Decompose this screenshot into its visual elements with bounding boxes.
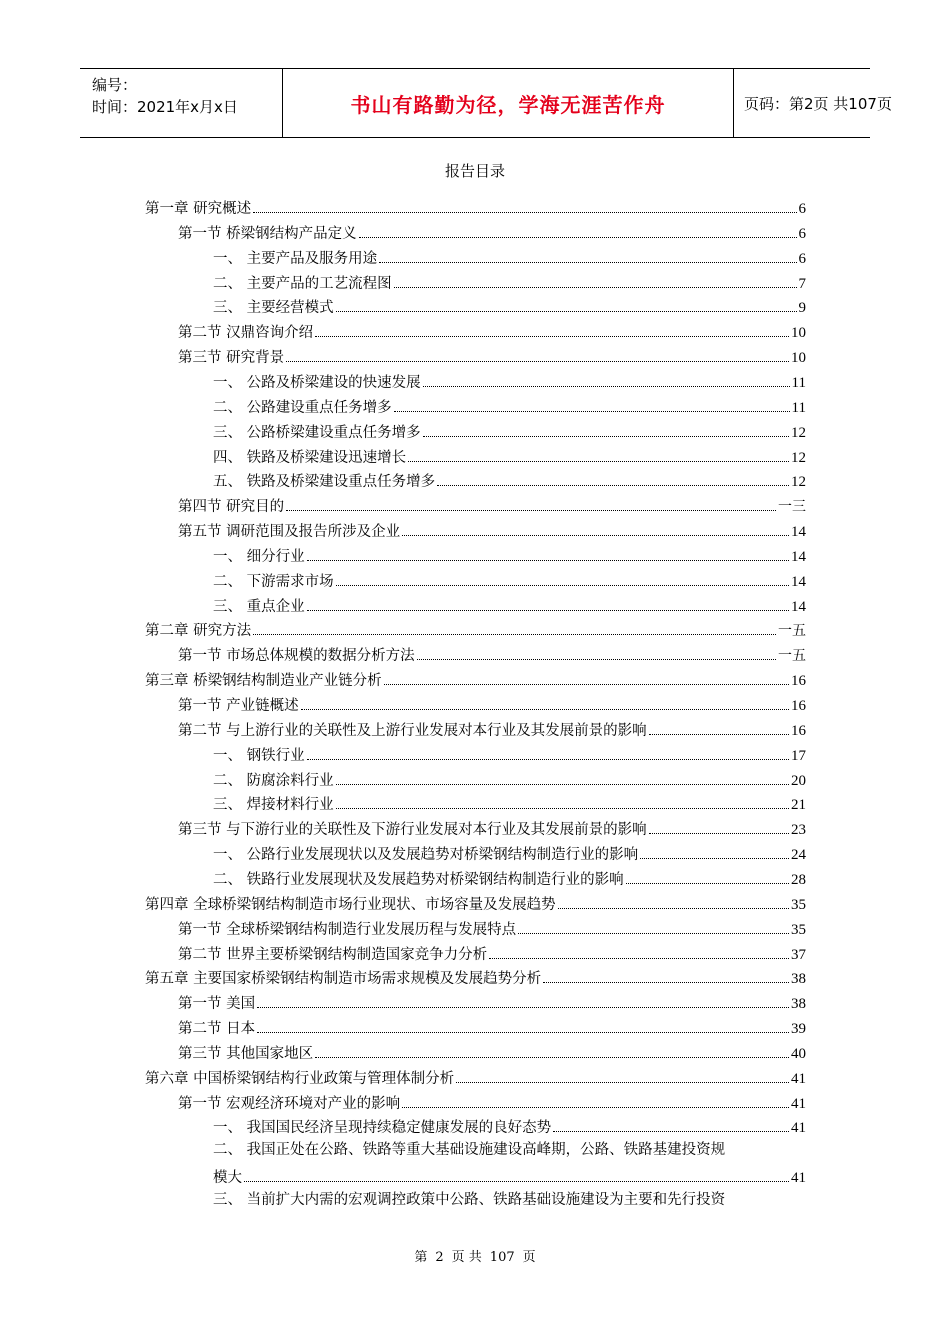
toc-entry-page: 24 — [791, 847, 806, 863]
toc-entry[interactable] — [213, 592, 806, 616]
toc-entry[interactable] — [213, 269, 806, 293]
toc-entry-page: 12 — [791, 425, 806, 441]
toc-dot-leader — [301, 709, 789, 710]
toc-entry-title: 第五章 主要国家桥梁钢结构制造市场需求规模及发展趋势分析 — [145, 971, 542, 987]
toc-entry-title: 一、 公路及桥梁建设的快速发展 — [213, 375, 421, 391]
toc-entry[interactable] — [145, 1064, 806, 1088]
toc-dot-leader — [394, 411, 790, 412]
toc-dot-leader — [315, 336, 789, 337]
toc-entry-page: 16 — [791, 723, 806, 739]
toc-entry-page: 35 — [791, 897, 806, 913]
toc-entry-page: 14 — [791, 599, 806, 615]
toc-entry[interactable] — [178, 492, 806, 516]
toc-dot-leader — [649, 734, 789, 735]
toc-entry-page: 35 — [791, 922, 806, 938]
toc-entry-page: 9 — [798, 300, 806, 316]
toc-entry[interactable] — [178, 343, 806, 367]
toc-dot-leader — [336, 585, 789, 586]
toc-entry-title: 一、 公路行业发展现状以及发展趋势对桥梁钢结构制造行业的影响 — [213, 847, 639, 863]
toc-entry-page: 一五 — [778, 648, 806, 664]
toc-dot-leader — [379, 262, 796, 263]
toc-entry[interactable] — [145, 194, 806, 218]
toc-entry-title: 第一章 研究概述 — [145, 201, 252, 217]
toc-title: 报告目录 — [444, 162, 505, 180]
footer-total-pages: 107 — [489, 1250, 515, 1265]
toc-dot-leader — [543, 982, 789, 983]
footer-mid: 页 共 — [451, 1250, 482, 1265]
toc-entry-page: 41 — [791, 1096, 806, 1112]
toc-entry[interactable] — [178, 318, 806, 342]
toc-entry-title: 三、 重点企业 — [213, 599, 305, 615]
toc-dot-leader — [558, 908, 789, 909]
toc-entry-title: 一、 我国国民经济呈现持续稳定健康发展的良好态势 — [213, 1120, 552, 1136]
toc-entry-title: 第一节 市场总体规模的数据分析方法 — [178, 648, 415, 664]
toc-entry-page: 7 — [798, 276, 806, 292]
toc-dot-leader — [456, 1082, 789, 1083]
toc-entry-page: 11 — [791, 375, 806, 391]
toc-dot-leader — [336, 311, 797, 312]
toc-dot-leader — [402, 535, 789, 536]
toc-entry[interactable] — [178, 641, 806, 665]
toc-dot-leader — [336, 808, 789, 809]
toc-entry[interactable] — [213, 418, 806, 442]
toc-dot-leader — [336, 784, 789, 785]
toc-entry-page: 10 — [791, 325, 806, 341]
toc-entry-title: 模大 — [213, 1170, 242, 1186]
toc-dot-leader — [489, 958, 789, 959]
toc-entry[interactable] — [178, 1039, 806, 1063]
toc-entry-title: 第一节 宏观经济环境对产业的影响 — [178, 1096, 401, 1112]
toc-entry-page: 20 — [791, 773, 806, 789]
toc-entry-text: 二、 我国正处在公路、铁路等重大基础设施建设高峰期，公路、铁路基建投资规 — [213, 1142, 726, 1158]
toc-dot-leader — [437, 485, 789, 486]
toc-entry-page: 12 — [791, 450, 806, 466]
toc-dot-leader — [257, 1032, 789, 1033]
toc-entry[interactable] — [213, 790, 806, 814]
toc-dot-leader — [649, 833, 789, 834]
toc-entry[interactable] — [145, 964, 806, 988]
toc-entry-page: 17 — [791, 748, 806, 764]
toc-entry[interactable] — [213, 567, 806, 591]
toc-entry-title: 第二节 汉鼎咨询介绍 — [178, 325, 314, 341]
toc-entry-title: 第五节 调研范围及报告所涉及企业 — [178, 524, 401, 540]
toc-entry-page: 28 — [791, 872, 806, 888]
toc-dot-leader — [394, 287, 797, 288]
toc-entry-title: 第三节 研究背景 — [178, 350, 285, 366]
toc-entry-title: 二、 公路建设重点任务增多 — [213, 400, 392, 416]
toc-entry-page: 11 — [791, 400, 806, 416]
toc-entry-page: 16 — [791, 673, 806, 689]
toc-dot-leader — [402, 1107, 789, 1108]
toc-entry-page: 6 — [798, 251, 806, 267]
toc-entry[interactable] — [178, 989, 806, 1013]
toc-entry[interactable] — [213, 393, 806, 417]
toc-entry[interactable] — [213, 467, 806, 491]
toc-dot-leader — [244, 1181, 789, 1182]
page-footer — [0, 1246, 950, 1265]
footer-suffix: 页 — [522, 1250, 536, 1265]
toc-entry-page: 21 — [791, 797, 806, 813]
toc-entry-title: 一、 主要产品及服务用途 — [213, 251, 378, 267]
toc-entry-text: 三、 当前扩大内需的宏观调控政策中公路、铁路基础设施建设为主要和先行投资 — [213, 1192, 726, 1208]
toc-entry-title: 第一节 美国 — [178, 996, 256, 1012]
toc-entry[interactable] — [213, 766, 806, 790]
toc-entry[interactable] — [213, 840, 806, 864]
toc-entry-page: 40 — [791, 1046, 806, 1062]
toc-entry-page: 12 — [791, 474, 806, 490]
toc-entry-page: 38 — [791, 996, 806, 1012]
toc-entry-title: 三、 焊接材料行业 — [213, 797, 334, 813]
toc-entry[interactable] — [178, 691, 806, 715]
header-motto: 书山有路勤为径，学海无涯苦作舟 — [282, 69, 734, 137]
toc-entry-title: 第三章 桥梁钢结构制造业产业链分析 — [145, 673, 382, 689]
footer-page-number: 2 — [435, 1250, 444, 1265]
toc-entry[interactable] — [213, 368, 806, 392]
toc-entry[interactable] — [213, 865, 806, 889]
toc-entry[interactable] — [213, 542, 806, 566]
page-header — [80, 68, 892, 138]
toc-entry-page: 37 — [791, 947, 806, 963]
toc-entry[interactable] — [145, 666, 806, 690]
toc-entry[interactable] — [213, 244, 806, 268]
toc-entry-title: 三、 主要经营模式 — [213, 300, 334, 316]
toc-entry[interactable] — [178, 517, 806, 541]
header-info — [80, 69, 282, 137]
toc-entry-page: 6 — [798, 201, 806, 217]
toc-dot-leader — [553, 1131, 789, 1132]
toc-entry-title: 二、 下游需求市场 — [213, 574, 334, 590]
toc-entry-title: 第一节 桥梁钢结构产品定义 — [178, 226, 357, 242]
footer-prefix: 第 — [414, 1250, 428, 1265]
toc-entry-page: 一三 — [778, 499, 806, 515]
toc-dot-leader — [307, 560, 789, 561]
toc-dot-leader — [384, 684, 789, 685]
toc-entry-page: 6 — [798, 226, 806, 242]
header-page-label: 页码：第2页 共107页 — [744, 94, 892, 113]
toc-entry-page: 38 — [791, 971, 806, 987]
toc-entry-title: 第三节 与下游行业的关联性及下游行业发展对本行业及其发展前景的影响 — [178, 822, 647, 838]
toc-entry-title: 第一节 产业链概述 — [178, 698, 299, 714]
toc-entry-title: 第四章 全球桥梁钢结构制造市场行业现状、市场容量及发展趋势 — [145, 897, 556, 913]
toc-entry-page: 39 — [791, 1021, 806, 1037]
toc-dot-leader — [518, 933, 789, 934]
toc-dot-leader — [253, 212, 796, 213]
toc-entry-title: 二、 主要产品的工艺流程图 — [213, 276, 392, 292]
toc-entry-title: 一、 钢铁行业 — [213, 748, 305, 764]
toc-entry-page: 41 — [791, 1071, 806, 1087]
document-number-label: 编号： — [92, 76, 138, 94]
toc-dot-leader — [417, 659, 776, 660]
toc-entry[interactable] — [178, 1089, 806, 1113]
toc-entry-title: 二、 防腐涂料行业 — [213, 773, 334, 789]
toc-entry-title: 第二节 与上游行业的关联性及上游行业发展对本行业及其发展前景的影响 — [178, 723, 647, 739]
toc-entry-title: 第二节 日本 — [178, 1021, 256, 1037]
toc-entry-page: 41 — [791, 1120, 806, 1136]
toc-entry-title: 第三节 其他国家地区 — [178, 1046, 314, 1062]
toc-dot-leader — [408, 461, 789, 462]
toc-entry-title: 五、 铁路及桥梁建设重点任务增多 — [213, 474, 436, 490]
toc-entry[interactable] — [178, 219, 806, 243]
toc-entry-title: 第二章 研究方法 — [145, 623, 252, 639]
toc-dot-leader — [253, 634, 776, 635]
toc-entry[interactable] — [213, 741, 806, 765]
toc-entry-page: 23 — [791, 822, 806, 838]
toc-entry[interactable] — [178, 915, 806, 939]
toc-entry-page: 10 — [791, 350, 806, 366]
toc-entry-page: 14 — [791, 574, 806, 590]
toc-entry[interactable] — [178, 1014, 806, 1038]
toc-entry-page: 14 — [791, 549, 806, 565]
toc-entry[interactable] — [145, 616, 806, 640]
toc-entry-page: 41 — [791, 1170, 806, 1186]
toc-dot-leader — [359, 237, 797, 238]
toc-dot-leader — [286, 361, 789, 362]
toc-entry-page: 16 — [791, 698, 806, 714]
toc-dot-leader — [257, 1007, 789, 1008]
toc-entry-page: 一五 — [778, 623, 806, 639]
toc-dot-leader — [315, 1057, 789, 1058]
toc-entry[interactable] — [213, 1163, 806, 1187]
toc-entry-title: 第二节 世界主要桥梁钢结构制造国家竞争力分析 — [178, 947, 488, 963]
toc-entry-title: 二、 铁路行业发展现状及发展趋势对桥梁钢结构制造行业的影响 — [213, 872, 624, 888]
toc-dot-leader — [626, 883, 789, 884]
toc-dot-leader — [307, 759, 789, 760]
toc-entry-page: 14 — [791, 524, 806, 540]
toc-entry-title: 第四节 研究目的 — [178, 499, 285, 515]
toc-dot-leader — [640, 858, 789, 859]
toc-entry[interactable] — [145, 890, 806, 914]
toc-entry[interactable] — [178, 815, 806, 839]
toc-entry-title: 三、 公路桥梁建设重点任务增多 — [213, 425, 421, 441]
toc-dot-leader — [423, 386, 790, 387]
toc-dot-leader — [423, 436, 789, 437]
toc-dot-leader — [286, 510, 776, 511]
toc-entry[interactable] — [178, 940, 806, 964]
toc-entry-title: 四、 铁路及桥梁建设迅速增长 — [213, 450, 407, 466]
toc-entry[interactable] — [213, 1113, 806, 1137]
toc-entry-title: 一、 细分行业 — [213, 549, 305, 565]
toc-entry-title: 第六章 中国桥梁钢结构行业政策与管理体制分析 — [145, 1071, 455, 1087]
toc-entry-title: 第一节 全球桥梁钢结构制造行业发展历程与发展特点 — [178, 922, 517, 938]
toc-entry[interactable] — [213, 293, 806, 317]
toc-dot-leader — [307, 610, 789, 611]
document-time-label: 时间：2021年x月x日 — [92, 98, 238, 116]
toc-entry[interactable] — [213, 443, 806, 467]
toc-entry[interactable] — [178, 716, 806, 740]
